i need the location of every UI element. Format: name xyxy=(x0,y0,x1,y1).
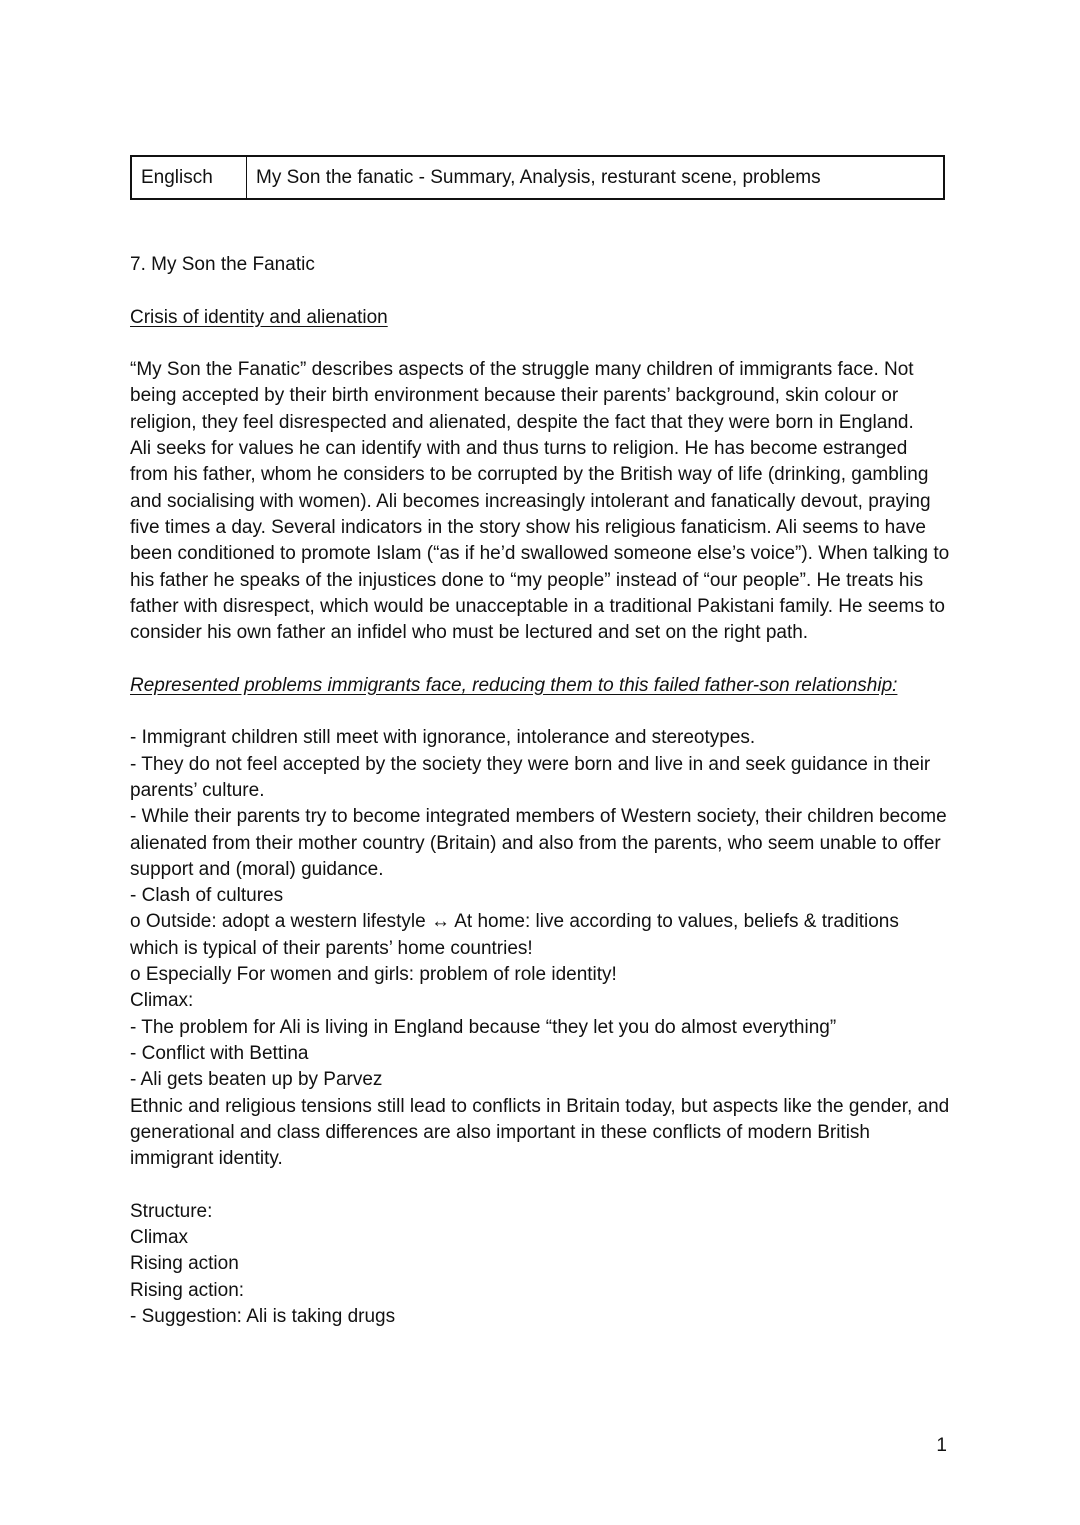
structure-line: Rising action xyxy=(130,1253,239,1275)
list-item: - They do not feel accepted by the society they were born and live in and seek guidance in their parents’ culture. xyxy=(130,753,931,801)
structure-line: Climax xyxy=(130,1226,189,1248)
list-item: - Conflict with Bettina xyxy=(130,1042,309,1064)
header-table xyxy=(130,155,945,200)
subject-cell: Englisch xyxy=(132,157,247,198)
list-item: - Clash of cultures xyxy=(130,885,284,907)
topic-cell: My Son the fanatic - Summary, Analysis, resturant scene, problems xyxy=(256,166,821,188)
structure-line: - Suggestion: Ali is taking drugs xyxy=(130,1305,396,1327)
paragraph: “My Son the Fanatic” describes aspects of the struggle many children of immigrants face. Not being accepted by their birth environment because their parents’ background, skin colour or religion, they feel disrespected and alienated, despite the fact that they were born in England. xyxy=(130,359,914,433)
list-item: o Outside: adopt a western lifestyle ↔ At home: live according to values, beliefs & traditions which is typical of their parents’ home countries! xyxy=(130,911,899,959)
list-item: o Especially For women and girls: problem of role identity! xyxy=(130,964,617,986)
spacer xyxy=(130,646,950,672)
list-item: - Ali gets beaten up by Parvez xyxy=(130,1069,383,1091)
paragraph: Ethnic and religious tensions still lead to conflicts in Britain today, but aspects like the gender, and generational and class differences are also important in these conflicts of modern British immigrant identity. xyxy=(130,1095,950,1170)
paragraph: Ali seeks for values he can identify with and thus turns to religion. He has become estranged from his father, whom he considers to be corrupted by the British way of life (drinking, gambling and socialising with women). Ali becomes increasingly intolerant and fanatically devout, praying five times a day. Several indicators in the story show his religious fanaticism. Ali seems to have been conditioned to promote Islam (“as if he’d swallowed someone else’s voice”). When talking to his father he speaks of the injustices done to “my people” instead of “our people”. He treats his father with disrespect, which would be unacceptable in a traditional Pakistani family. He seems to consider his own father an infidel who must be lectured and set on the right path. xyxy=(130,438,950,644)
document-content xyxy=(130,252,950,1330)
page-number: 1 xyxy=(936,1435,947,1456)
section-heading-problems: Represented problems immigrants face, reducing them to this failed father-son relationship: xyxy=(130,674,898,696)
structure-line: Structure: xyxy=(130,1200,213,1222)
spacer xyxy=(130,1172,950,1198)
list-item: - Immigrant children still meet with ignorance, intolerance and stereotypes. xyxy=(130,727,756,749)
list-item: - The problem for Ali is living in England because “they let you do almost everything” xyxy=(130,1016,837,1038)
list-item: Climax: xyxy=(130,990,194,1012)
structure-line: Rising action: xyxy=(130,1279,245,1301)
document-title: 7. My Son the Fanatic xyxy=(130,254,315,275)
list-item: - While their parents try to become integrated members of Western society, their children become alienated from their mother country (Britain) and also from the parents, who seem unable to offer support and (moral) guidance. xyxy=(130,806,947,880)
section-heading-identity: Crisis of identity and alienation xyxy=(130,306,388,328)
